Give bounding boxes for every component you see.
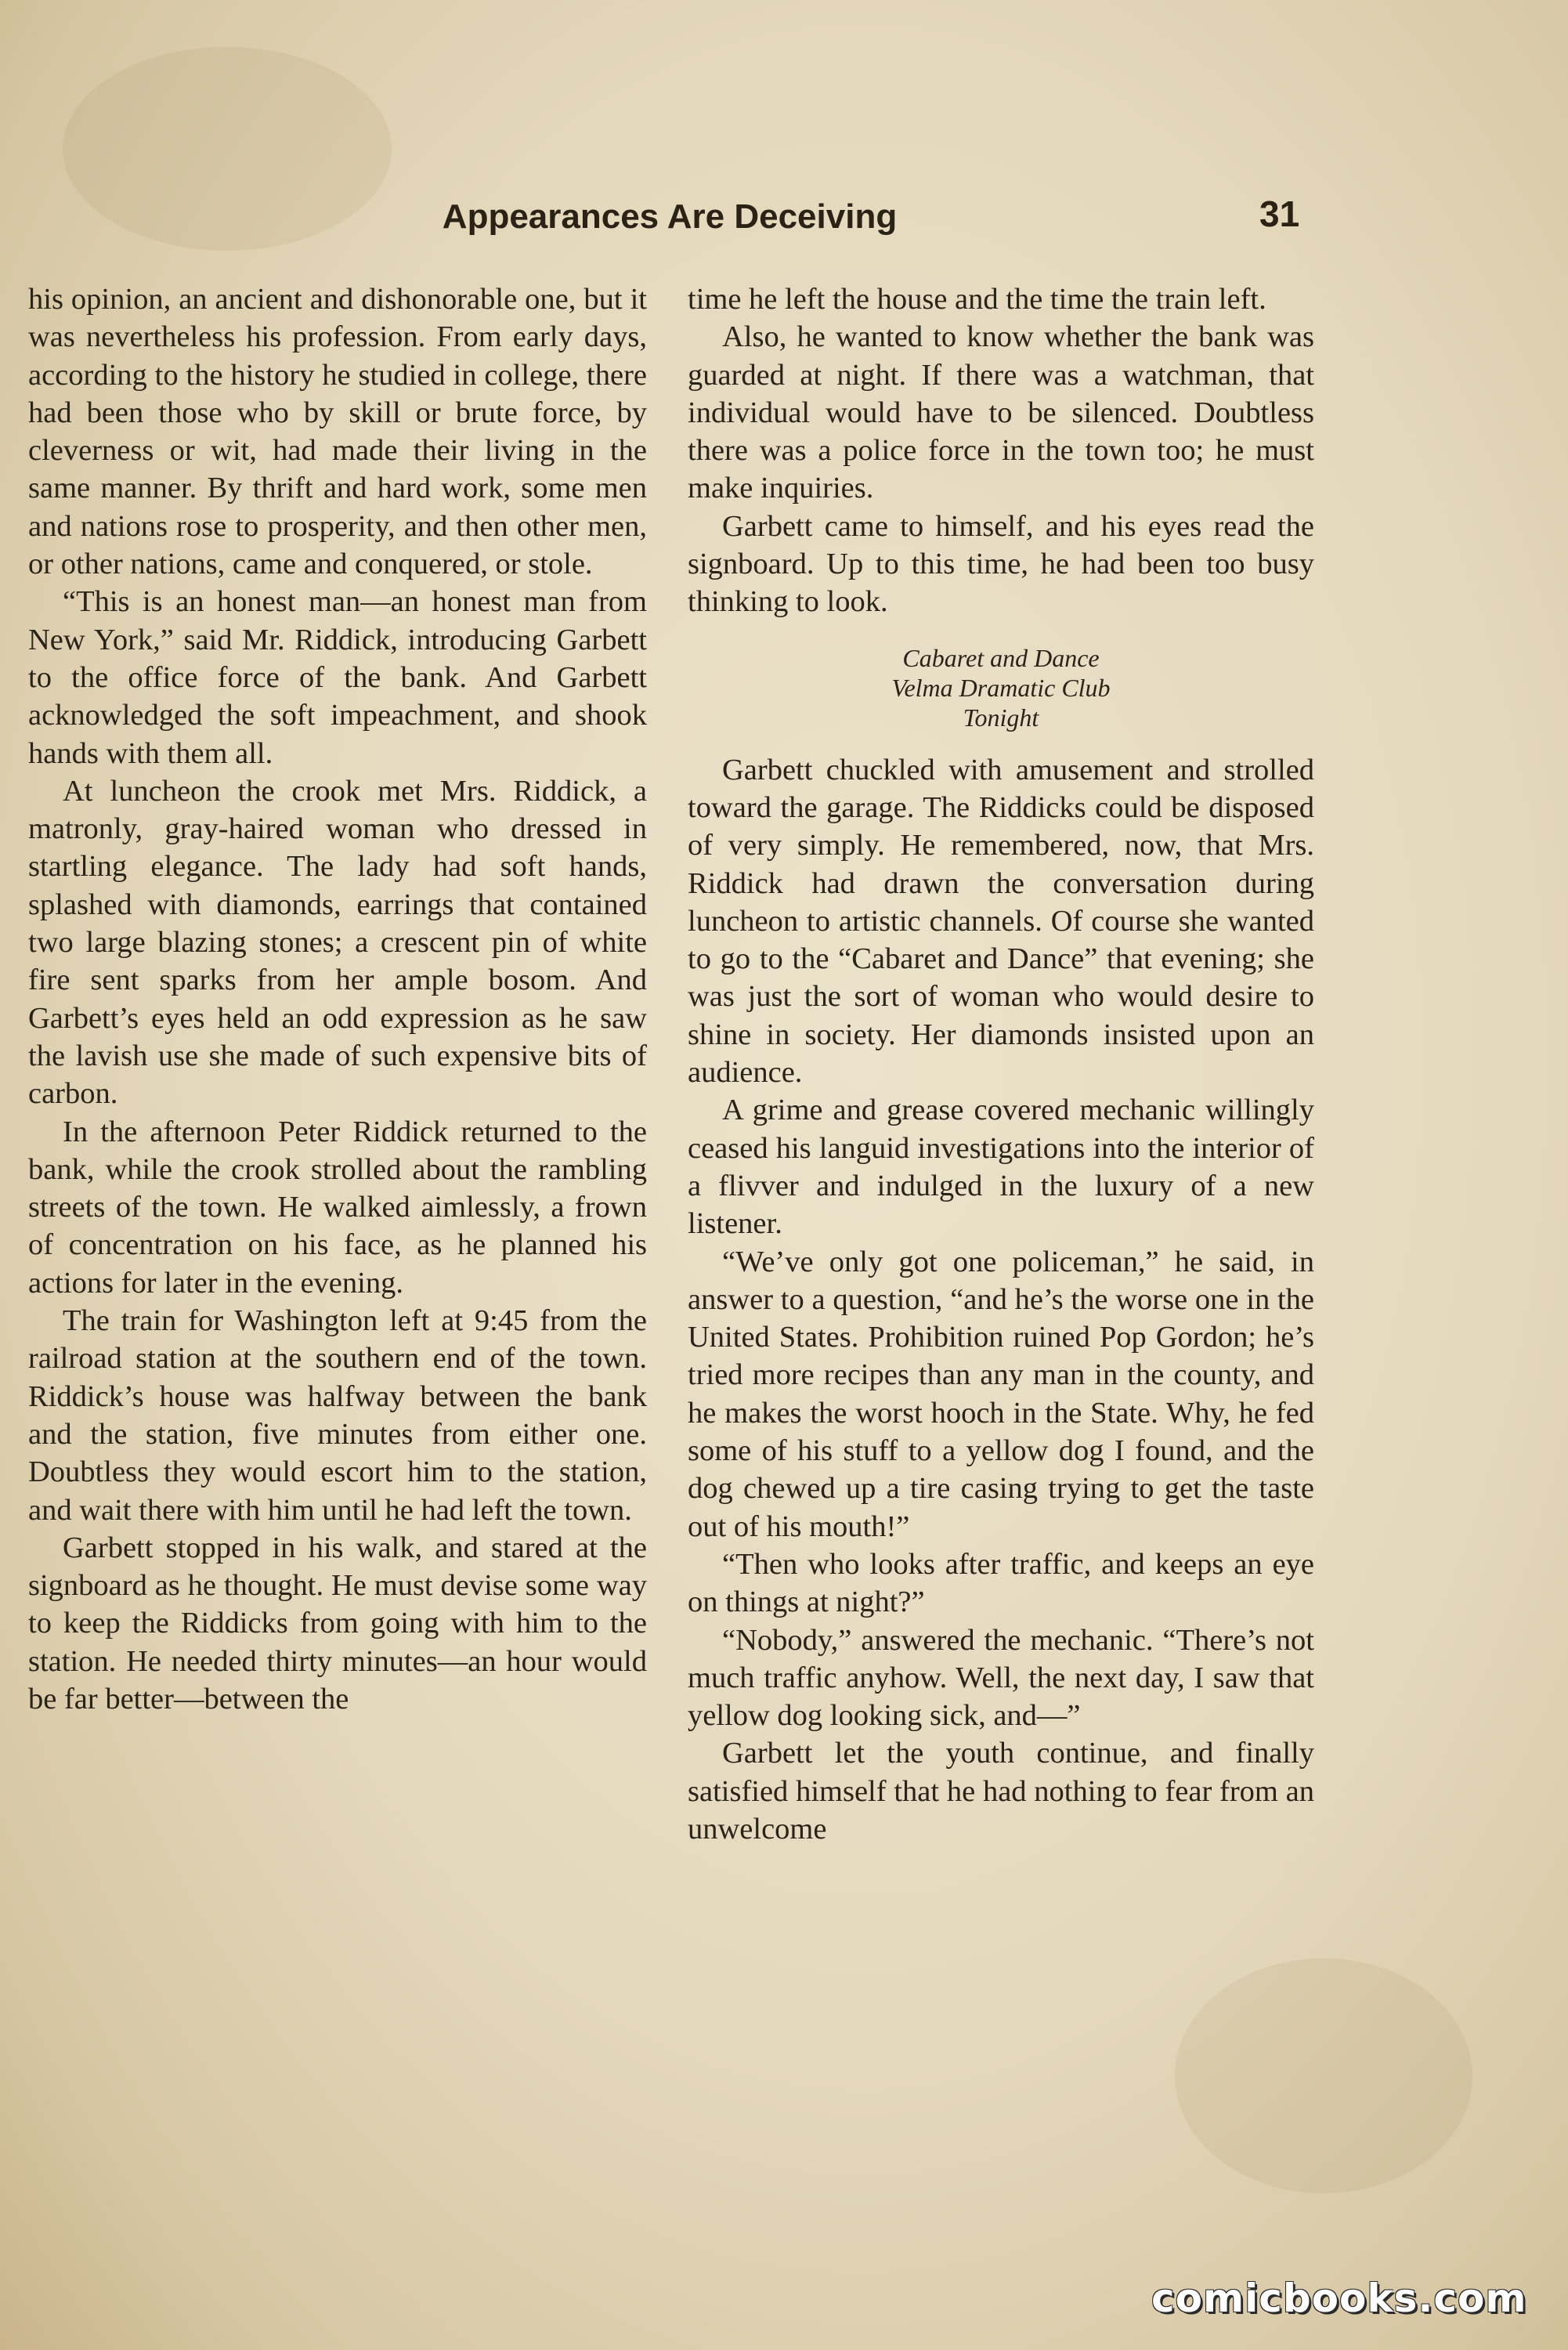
signboard-text (688, 643, 1314, 732)
paragraph: At luncheon the crook met Mrs. Riddick, a matronly, gray-haired woman who dressed in startling elegance. The lady had soft hands, splashed with diamonds, earrings that contained two large blazing stones; a crescent pin of white fire sent sparks from her ample bosom. And Garbett’s eyes held an odd expression as he saw the lavish use she made of such expensive bits of carbon. (28, 774, 647, 1111)
paragraph: “Then who looks after traffic, and keeps an eye on things at night?” (688, 1547, 1314, 1619)
right-column (688, 280, 1314, 1848)
paper-stain (63, 47, 392, 251)
paragraph: Garbett chuckled with amusement and strolled toward the garage. The Riddicks could be disposed of very simply. He remembered, now, that Mrs. Riddick had drawn the conversation during luncheon to artistic channels. Of course she wanted to go to the “Cabaret and Dance” that evening; she was just the sort of woman who would desire to shine in society. Her diamonds insisted upon an audience. (688, 753, 1314, 1090)
page-number: 31 (1259, 193, 1300, 234)
paragraph: Also, he wanted to know whether the bank was guarded at night. If there was a watchman, that individual would have to be silenced. Doubtless there was a police force in the town too; he must make inquiries. (688, 320, 1314, 505)
paragraph: Garbett let the youth continue, and finally satisfied himself that he had nothing to fear from an unwelcome (688, 1737, 1314, 1846)
paragraph: Garbett came to himself, and his eyes read the signboard. Up to this time, he had been too busy thinking to look. (688, 509, 1314, 619)
paragraph: his opinion, an ancient and dishonorable one, but it was nevertheless his profession. From early days, according to the history he studied in college, there had been those who by skill or brute force, by cleverness or wit, had made their living in the same manner. By thrift and hard work, some men and nations rose to prosperity, and then other men, or other nations, came and conquered, or stole. (28, 283, 647, 581)
paragraph: In the afternoon Peter Riddick returned to the bank, while the crook strolled about the rambling streets of the town. He walked aimlessly, a frown of concentration on his face, as he planned his actions for later in the evening. (28, 1115, 647, 1300)
signboard-line: Tonight (963, 703, 1039, 732)
paragraph: time he left the house and the time the train left. (688, 283, 1266, 316)
signboard-line: Velma Dramatic Club (891, 673, 1111, 702)
paragraph: A grime and grease covered mechanic willingly ceased his languid investigations into the interior of a flivver and indulged in the luxury of a new listener. (688, 1094, 1314, 1241)
paragraph: “This is an honest man—an honest man from New York,” said Mr. Riddick, introducing Garbett to the office force of the bank. And Garbett acknowledged the soft impeachment, and shook hands with them all. (28, 585, 647, 770)
watermark-logo: comicbooks.com (1151, 2276, 1527, 2321)
paragraph: Garbett stopped in his walk, and stared at the signboard as he thought. He must devise some way to keep the Riddicks from going with him to the station. He needed thirty minutes—an hour would be far better—between the (28, 1531, 647, 1716)
paper-stain (1175, 1958, 1472, 2193)
signboard-line: Cabaret and Dance (902, 643, 1100, 672)
paragraph: “Nobody,” answered the mechanic. “There’s not much traffic anyhow. Well, the next day, I saw that yellow dog looking sick, and—” (688, 1623, 1314, 1733)
left-column (28, 280, 647, 1718)
paragraph: “We’ve only got one policeman,” he said, in answer to a question, “and he’s the worse one in the United States. Prohibition ruined Pop Gordon; he’s tried more recipes than any man in the county, and he makes the worst hooch in the State. Why, he fed some of his stuff to a yellow dog I found, and the dog chewed up a tire casing trying to get the taste out of his mouth!” (688, 1245, 1314, 1543)
paragraph: The train for Washington left at 9:45 from the railroad station at the southern end of the town. Riddick’s house was halfway between the bank and the station, five minutes from either one. Doubtless they would escort him to the station, and wait there with him until he had left the town. (28, 1304, 647, 1527)
running-header-title: Appearances Are Deceiving (442, 197, 898, 236)
